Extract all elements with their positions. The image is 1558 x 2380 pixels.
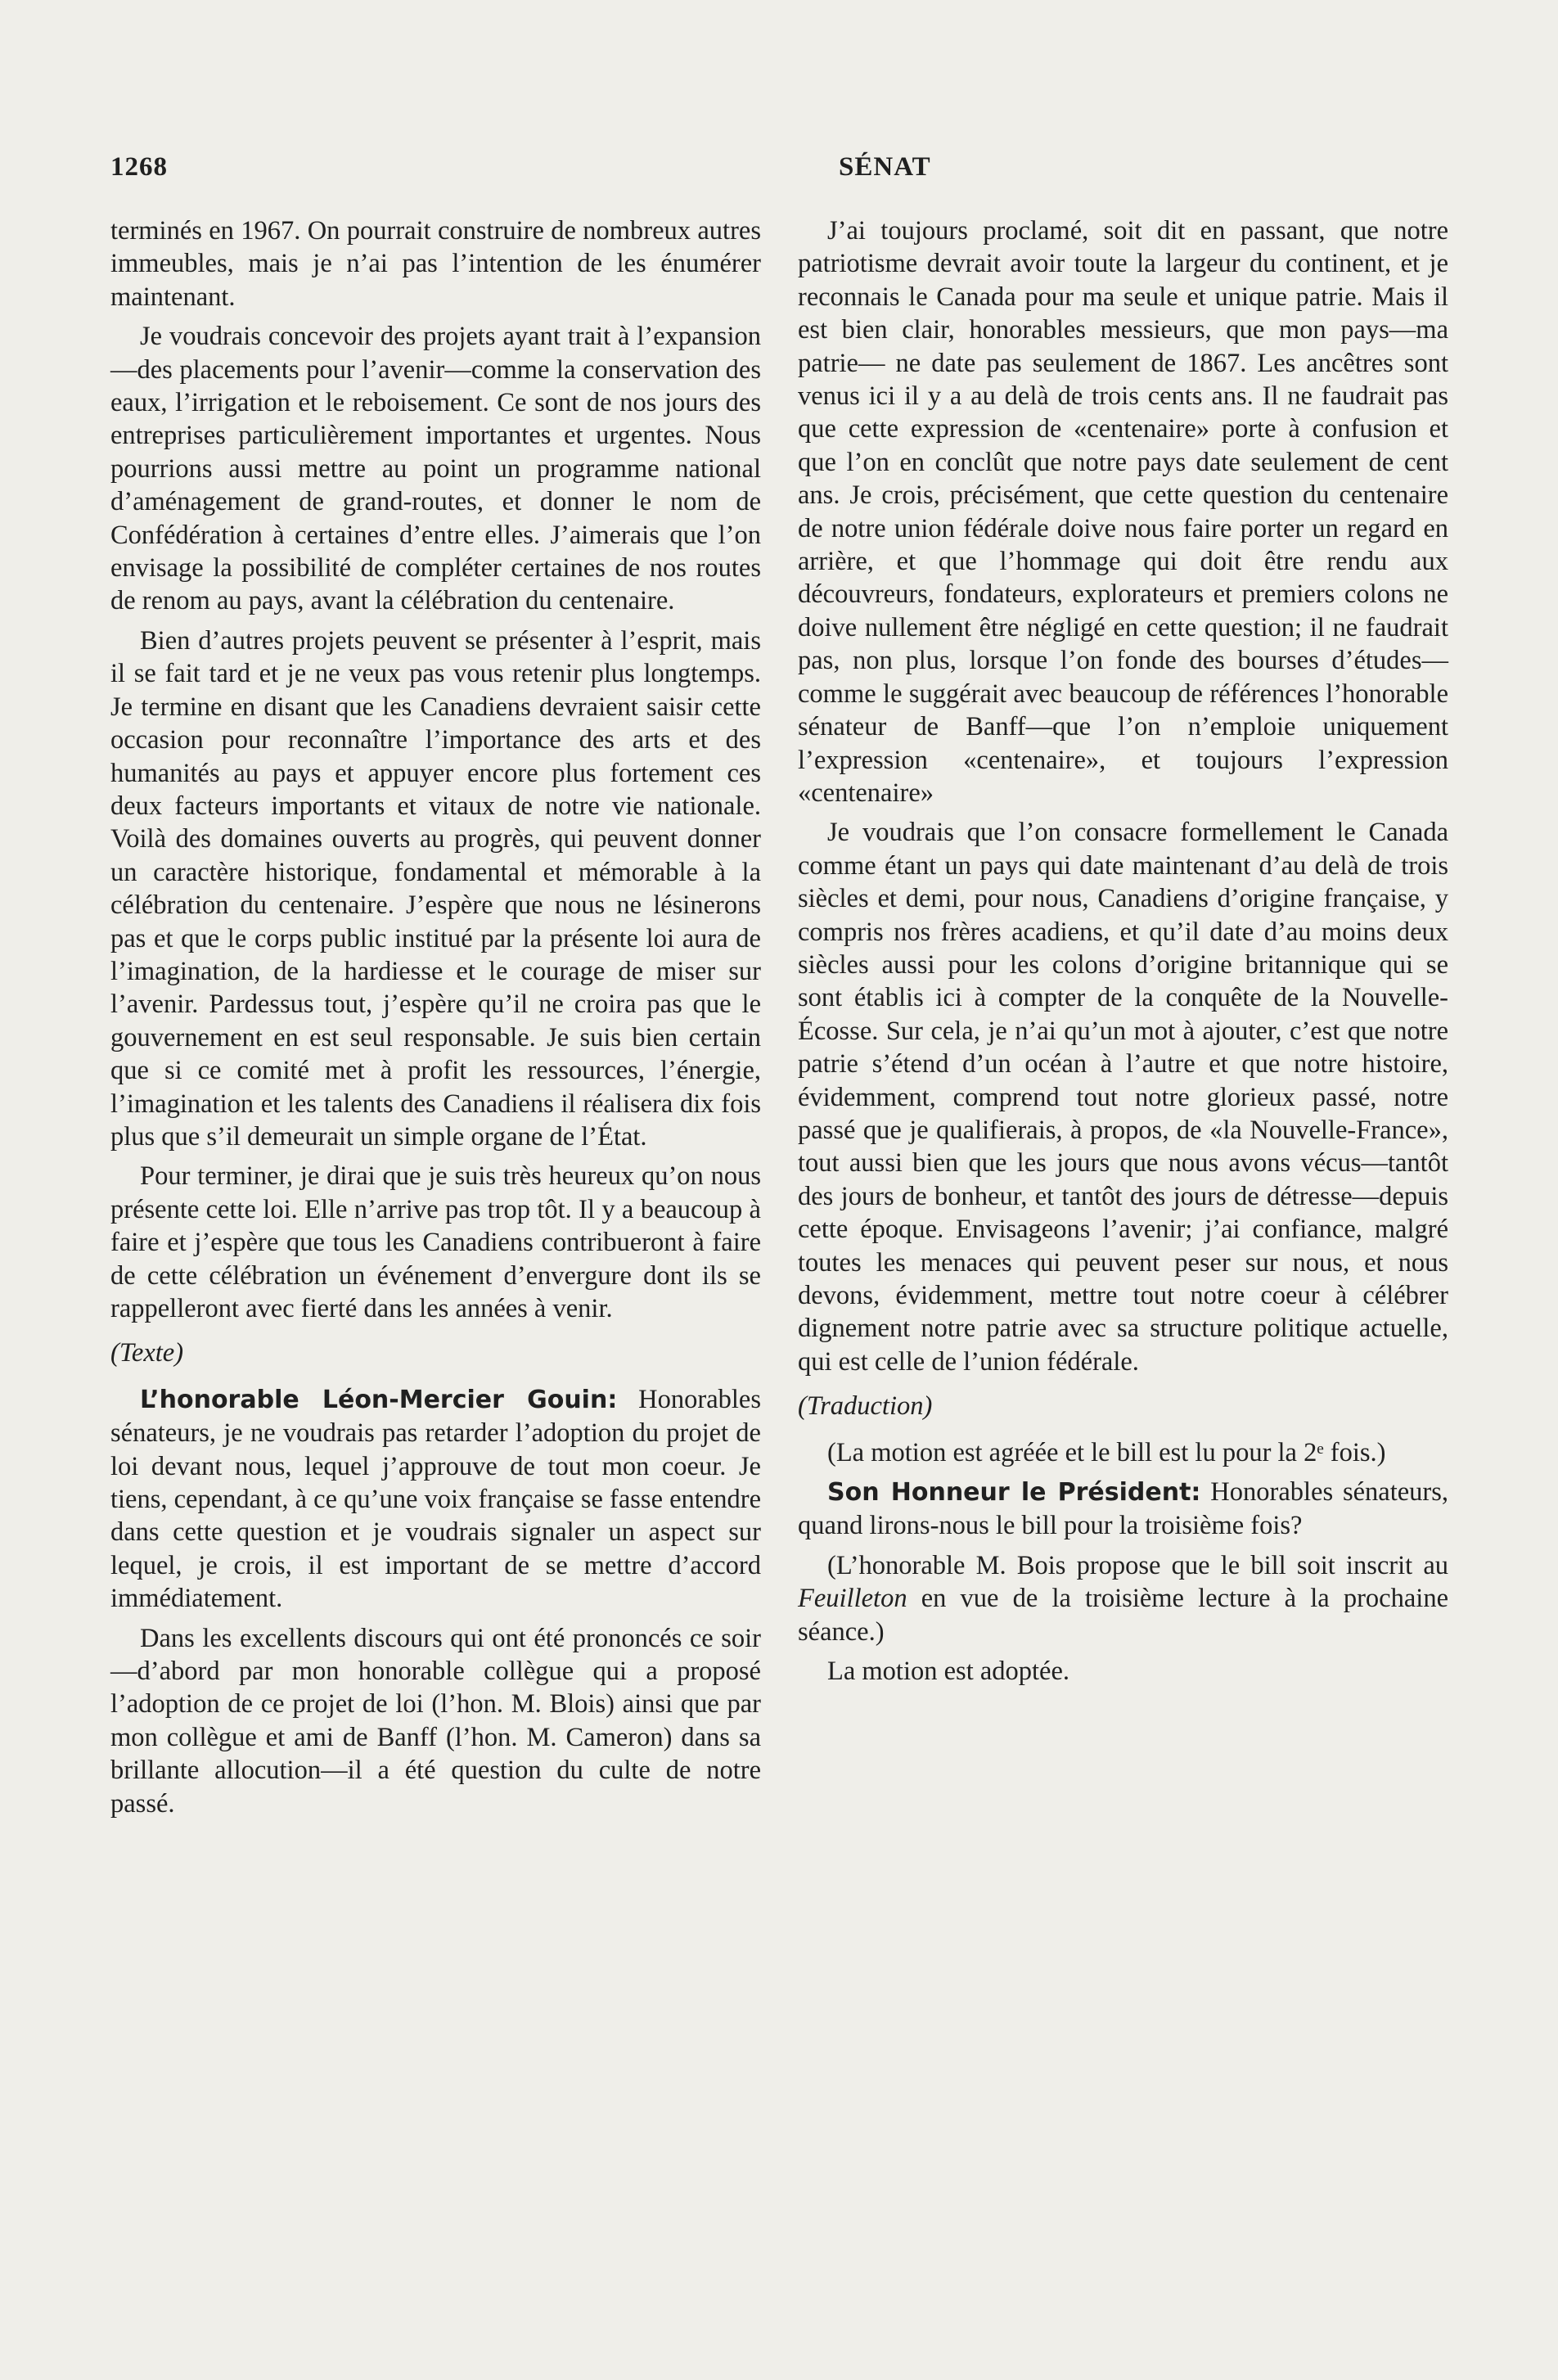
speech-text: Honorables sénateurs, quand lirons-nous le bill pour la troisième fois? [798, 1477, 1448, 1541]
page-number: 1268 [110, 152, 168, 182]
paragraph-text: (L’honorable M. Bois propose que le bill soit inscrit au [827, 1550, 1448, 1580]
speaker-paragraph [798, 1476, 1448, 1543]
section-label: (Traduction) [798, 1391, 933, 1422]
paragraph: La motion est adoptée. [827, 1657, 1070, 1687]
paragraph: J’ai toujours proclamé, soit dit en passant, que notre patriotisme devrait avoir toute la largeur du continent, et je reconnais le Canada pour ma seule et unique patrie. Mais il est bien clair, honorables messieurs, que mon pays—ma patrie— ne date pas seulement de 1867. Les ancêtres sont venus ici il y a au delà de trois cents ans. Il ne faudrait pas que cette expression de «centenaire» porte à confusion et que l’on en conclût que notre pays date seulement de cent ans. Je crois, précisément, que cette question du centenaire de notre union fédérale doive nous faire porter un regard en arrière, et que l’hommage qui doit être rendu aux découvreurs, fondateurs, explorateurs et premiers colons ne doive nullement être négligé en cette question; il ne faudrait pas, non plus, lorsque l’on fonde des bourses d’études—comme le suggérait avec beaucoup de références l’honorable sénateur de Banff—que l’on n’emploie uniquement l’expression «centenaire», et toujours l’expression «centenaire» [798, 216, 1448, 808]
left-column [110, 214, 761, 1827]
paragraph: Je voudrais que l’on consacre formellement le Canada comme étant un pays qui date maintenant d’au delà de trois siècles et demi, pour nous, Canadiens d’origine française, y compris nos frères acadiens, et qu’il date d’au moins deux siècles aussi pour les colons d’origine britannique qui se sont établis ici à compter de la conquête de la Nouvelle-Écosse. Sur cela, je n’ai qu’un mot à ajouter, c’est que notre patrie s’étend d’un océan à l’autre et que notre histoire, évidemment, comprend tout notre glorieux passé, notre passé que je qualifierais, à propos, de «la Nouvelle-France», tout aussi bien que les jours que nous avons vécus—tantôt des jours de bonheur, et tantôt des jours de détresse—depuis cette époque. Envisageons l’avenir; j’ai confiance, malgré toutes les menaces qui peuvent peser sur nous, et nous devons, évidemment, mettre tout notre coeur à célébrer dignement notre patrie avec sa structure politique actuelle, qui est celle de l’union fédérale. [798, 818, 1448, 1377]
paragraph-text: en vue de la troisième lecture à la prochaine séance.) [798, 1584, 1448, 1647]
speaker-paragraph [110, 1383, 761, 1616]
right-column [798, 214, 1448, 1694]
paragraph: (La motion est agréée et le bill est lu pour la 2ᵉ fois.) [827, 1437, 1386, 1467]
speaker-name: Son Honneur le Président: [827, 1478, 1201, 1508]
paragraph: Dans les excellents discours qui ont été prononcés ce soir—d’abord par mon honorable collègue qui a proposé l’adoption de ce projet de loi (l’hon. M. Blois) ainsi que par mon collègue et ami de Banff (l’hon. M. Cameron) dans sa brillante allocution—il a été question du culte de notre passé. [110, 1623, 761, 1819]
paragraph: terminés en 1967. On pourrait construire de nombreux autres immeubles, mais je n’ai pas l’intention de les énumérer maintenant. [110, 216, 761, 312]
paragraph [798, 1549, 1448, 1648]
paragraph: Je voudrais concevoir des projets ayant trait à l’expansion—des placements pour l’avenir—comme la conservation des eaux, l’irrigation et le reboisement. Ce sont de nos jours des entreprises particulièrement importantes et urgentes. Nous pourrions aussi mettre au point un programme national d’aménagement de grand-routes, et donner le nom de Confédération à certaines d’entre elles. J’aimerais que l’on envisage la possibilité de compléter certaines de nos routes de renom au pays, avant la célébration du centenaire. [110, 322, 761, 616]
paragraph: Bien d’autres projets peuvent se présenter à l’esprit, mais il se fait tard et je ne veux pas vous retenir plus longtemps. Je termine en disant que les Canadiens devraient saisir cette occasion pour reconnaître l’importance des arts et des humanités au pays et appuyer encore plus fortement ces deux facteurs importants et vitaux de notre vie nationale. Voilà des domaines ouverts au progrès, qui peuvent donner un caractère historique, fondamental et mémorable à la célébration du centenaire. J’espère que nous ne lésinerons pas et que le corps public institué par la présente loi aura de l’imagination, de la hardiesse et le courage de miser sur l’avenir. Pardessus tout, j’espère qu’il ne croira pas que le gouvernement en est seul responsable. Je suis bien certain que si ce comité met à profit les ressources, l’énergie, l’imagination et les talents des Canadiens il réalisera dix fois plus que s’il demeurait un simple organe de l’État. [110, 625, 761, 1152]
speech-text: Honorables sénateurs, je ne voudrais pas retarder l’adoption du projet de loi devant nous, lequel j’approuve de tout mon coeur. Je tiens, cependant, à ce qu’une voix française se fasse entendre dans cette question et je voudrais signaler un aspect sur lequel, je crois, il est important de se mettre d’accord immédiatement. [110, 1384, 761, 1614]
page-title: SÉNAT [839, 152, 931, 182]
italic-term: Feuilleton [798, 1584, 907, 1614]
running-head [110, 152, 1461, 185]
paragraph: Pour terminer, je dirai que je suis très heureux qu’on nous présente cette loi. Elle n’arrive pas trop tôt. Il y a beaucoup à faire et j’espère que tous les Canadiens contribueront à faire de cette célébration un événement d’envergure dont ils se rappelleront avec fierté dans les années à venir. [110, 1161, 761, 1323]
section-label: (Texte) [110, 1338, 184, 1368]
speaker-name: L’honorable Léon-Mercier Gouin: [140, 1385, 618, 1414]
